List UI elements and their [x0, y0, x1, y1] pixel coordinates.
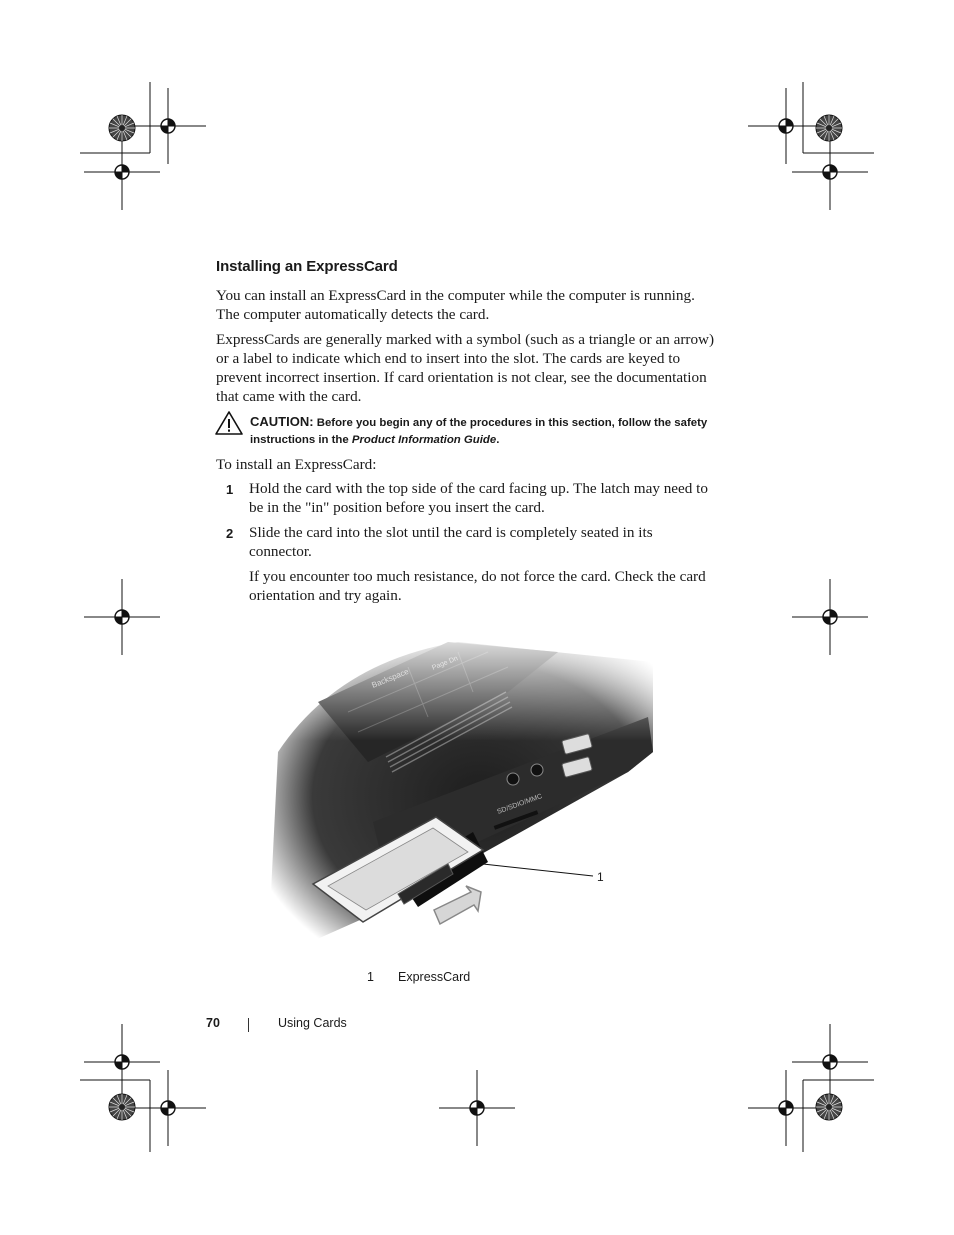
- legend-text: ExpressCard: [398, 970, 471, 984]
- registration-mark-icon: [792, 579, 868, 655]
- registration-mark-icon: [130, 1070, 206, 1146]
- step-item: [216, 479, 716, 517]
- caution-label: CAUTION:: [250, 414, 314, 429]
- step-item: [216, 523, 716, 561]
- orientation-paragraph: ExpressCards are generally marked with a symbol (such as a triangle or an arrow) or a label to indicate which end to insert into the slot. The cards are keyed to prevent incorrect insertion. If card orientation is not clear, see the documentation that came with the card.: [216, 331, 715, 405]
- guide-title: Product Information Guide: [351, 434, 497, 446]
- steps-intro: To install an ExpressCard:: [216, 456, 377, 473]
- caution-end: .: [496, 434, 500, 446]
- legend-number: 1: [367, 970, 374, 984]
- caution-triangle-icon: [214, 410, 244, 436]
- caution-body: Before you begin any of the procedures in this section, follow the safety instructions in the: [250, 417, 708, 446]
- registration-mark-icon: [84, 134, 160, 210]
- footer-separator: [248, 1018, 249, 1032]
- starburst-rosette-icon: [109, 115, 135, 141]
- registration-mark-icon: [439, 1070, 515, 1146]
- step-note: [216, 567, 716, 605]
- registration-mark-icon: [748, 1070, 824, 1146]
- step-number: 1: [226, 482, 234, 497]
- intro-paragraph: You can install an ExpressCard in the computer while the computer is running. The computer automatically detects the card.: [216, 287, 695, 323]
- caution-text: [250, 413, 720, 449]
- starburst-rosette-icon: [816, 1094, 842, 1120]
- page-number: 70: [206, 1016, 220, 1030]
- starburst-rosette-icon: [109, 1094, 135, 1120]
- footer-section: Using Cards: [278, 1016, 347, 1030]
- starburst-rosette-icon: [816, 115, 842, 141]
- registration-mark-icon: [84, 579, 160, 655]
- step-text: Hold the card with the top side of the card facing up. The latch may need to be in the "in" position before you insert the card.: [249, 480, 708, 516]
- step-note-text: If you encounter too much resistance, do not force the card. Check the card orientation and try again.: [249, 568, 706, 604]
- step-text: Slide the card into the slot until the card is completely seated in its connector.: [249, 524, 653, 560]
- callout-number: 1: [597, 870, 604, 884]
- expresscard-illustration: [258, 622, 658, 962]
- step-number: 2: [226, 526, 234, 541]
- registration-mark-icon: [84, 1024, 160, 1100]
- section-heading: Installing an ExpressCard: [216, 258, 398, 275]
